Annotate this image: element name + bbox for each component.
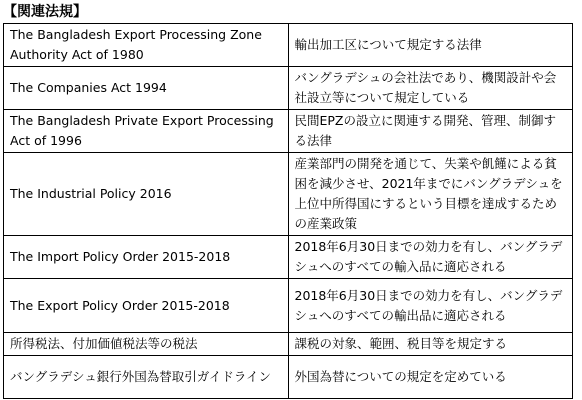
law-name-cell: The Export Policy Order 2015-2018 [4,279,289,333]
law-name-cell: The Companies Act 1994 [4,67,289,110]
related-laws-table [3,23,573,399]
law-name-cell: The Bangladesh Export Processing Zone Authority Act of 1980 [4,24,289,67]
law-name-cell: 所得税法、付加価値税法等の税法 [4,333,289,356]
law-description-cell: 外国為替についての規定を定めている [288,356,573,399]
law-description-cell: 輸出加工区について規定する法律 [288,24,573,67]
law-description-cell: 2018年6月30日までの効力を有し、バングラデシュへのすべての輸出品に適応される [288,279,573,333]
law-name-cell: The Industrial Policy 2016 [4,153,289,236]
table-row [4,356,573,399]
table-row [4,236,573,279]
law-description-cell: 民間EPZの設立に関連する開発、管理、制御する法律 [288,110,573,153]
table-row [4,279,573,333]
table-row [4,24,573,67]
law-name-cell: The Import Policy Order 2015-2018 [4,236,289,279]
law-description-cell: バングラデシュの会社法であり、機関設計や会社設立等について規定している [288,67,573,110]
law-description-cell: 課税の対象、範囲、税目等を規定する [288,333,573,356]
law-name-cell: The Bangladesh Private Export Processing Act of 1996 [4,110,289,153]
table-row [4,153,573,236]
law-name-cell: バングラデシュ銀行外国為替取引ガイドライン [4,356,289,399]
table-row [4,67,573,110]
section-title: 【関連法規】 [3,4,87,20]
table-row [4,110,573,153]
law-description-cell: 2018年6月30日までの効力を有し、バングラデシュへのすべての輸入品に適応される [288,236,573,279]
table-row [4,333,573,356]
law-description-cell: 産業部門の開発を通じて、失業や飢饉による貧困を減少させ、2021年までにバングラデシュを上位中所得国にするという目標を達成するための産業政策 [288,153,573,236]
